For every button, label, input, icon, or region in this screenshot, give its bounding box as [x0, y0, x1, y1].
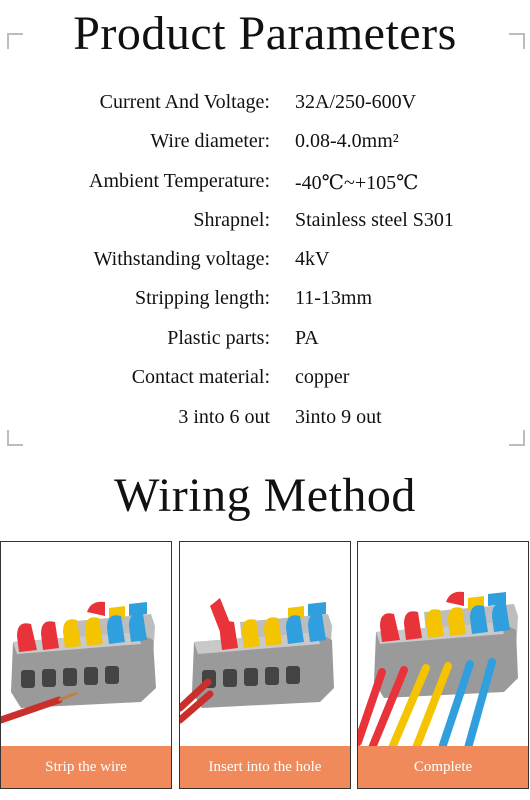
connector-complete-illustration [358, 542, 529, 748]
param-row-plastic-parts [0, 327, 530, 357]
param-label: Plastic parts: [167, 327, 270, 349]
param-label: Ambient Temperature: [89, 170, 270, 192]
step-caption: Insert into the hole [180, 746, 350, 788]
param-value: 0.08-4.0mm² [295, 130, 399, 152]
param-label: Contact material: [131, 366, 270, 388]
param-row-configuration [0, 406, 530, 436]
step-complete-panel [357, 541, 529, 789]
param-row-ambient-temperature [0, 170, 530, 200]
param-value: PA [295, 327, 319, 349]
param-row-stripping-length [0, 287, 530, 317]
param-label: Current And Voltage: [99, 91, 270, 113]
param-value: 3into 9 out [295, 406, 382, 428]
param-value: Stainless steel S301 [295, 209, 454, 231]
product-parameters-title: Product Parameters [73, 7, 457, 60]
frame-corner-top-right [509, 33, 525, 49]
param-value: 4kV [295, 248, 330, 270]
param-label: Withstanding voltage: [93, 248, 270, 270]
param-value: -40℃~+105℃ [295, 172, 419, 194]
wiring-method-title: Wiring Method [114, 469, 416, 522]
step-strip-wire-panel [0, 541, 172, 789]
param-value: 32A/250-600V [295, 91, 417, 113]
param-label: Wire diameter: [150, 130, 270, 152]
param-label: Stripping length: [135, 287, 270, 309]
connector-insert-wire-illustration [180, 542, 351, 748]
param-value: 11-13mm [295, 287, 373, 309]
param-row-contact-material [0, 366, 530, 396]
param-row-current-voltage [0, 91, 530, 121]
frame-corner-top-left [7, 33, 23, 49]
param-row-shrapnel [0, 209, 530, 239]
param-value: copper [295, 366, 350, 388]
param-label: Shrapnel: [193, 209, 270, 231]
param-label: 3 into 6 out [178, 406, 270, 428]
step-caption: Complete [358, 746, 528, 788]
step-insert-hole-panel [179, 541, 351, 789]
param-row-wire-diameter [0, 130, 530, 160]
step-caption: Strip the wire [1, 746, 171, 788]
param-row-withstanding-voltage [0, 248, 530, 278]
connector-strip-wire-illustration [1, 542, 172, 748]
